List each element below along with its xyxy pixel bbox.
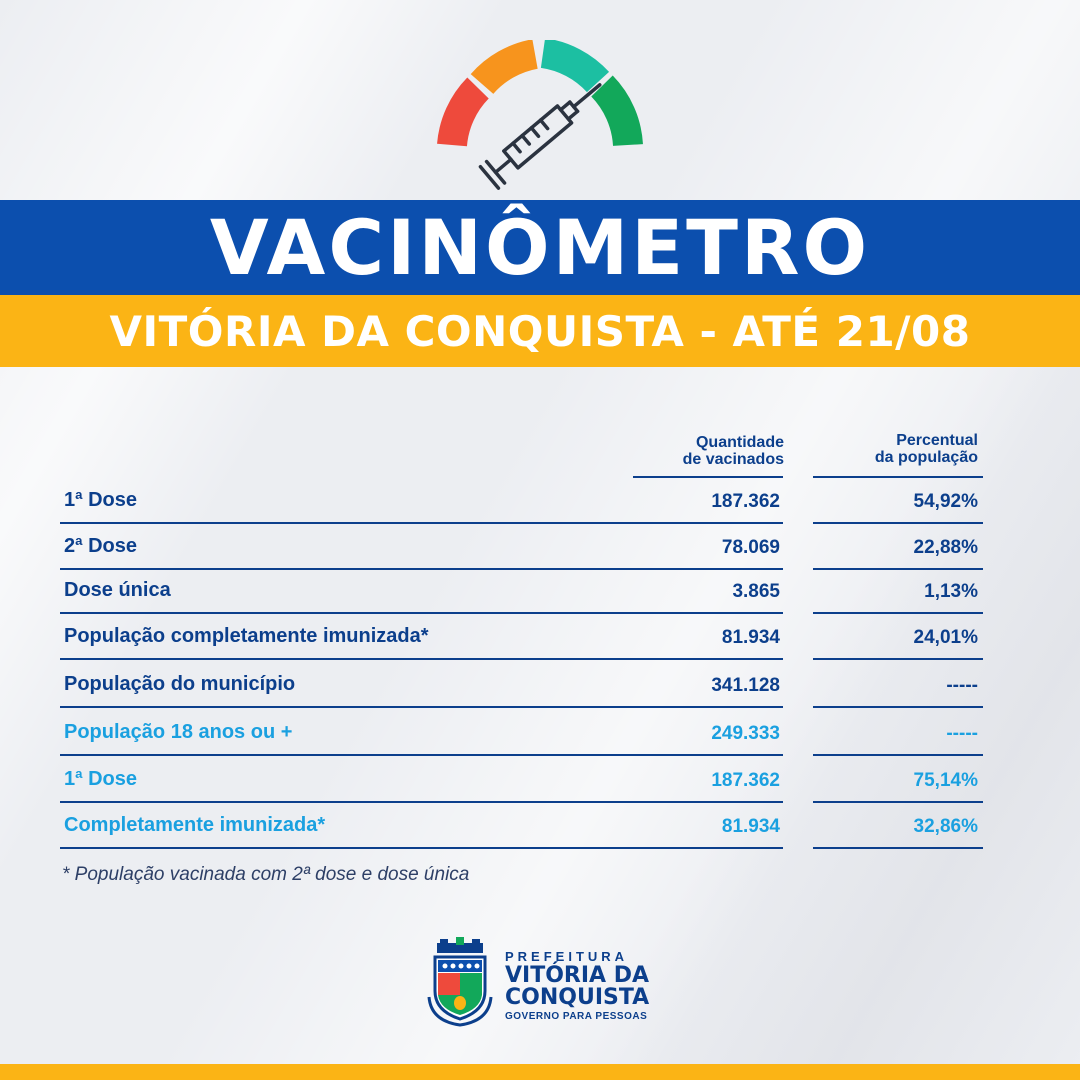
row-label: Dose única bbox=[64, 579, 171, 601]
table-row bbox=[0, 578, 1080, 624]
table-row bbox=[0, 488, 1080, 534]
row-quantity: 81.934 bbox=[721, 816, 780, 837]
bottom-bar bbox=[0, 1064, 1080, 1080]
row-percent: 75,14% bbox=[913, 770, 978, 791]
header-divider bbox=[633, 476, 783, 478]
table-row bbox=[0, 534, 1080, 580]
logo-slogan: GOVERNO PARA PESSOAS bbox=[505, 1011, 648, 1022]
row-divider bbox=[60, 754, 783, 756]
column-header-percent-line2: da população bbox=[874, 449, 978, 466]
row-divider bbox=[813, 658, 983, 660]
row-divider bbox=[813, 754, 983, 756]
table-row bbox=[0, 720, 1080, 766]
column-header-quantity bbox=[600, 434, 784, 468]
table-row bbox=[0, 813, 1080, 859]
row-quantity: 187.362 bbox=[711, 770, 780, 791]
row-divider bbox=[60, 612, 783, 614]
row-percent: 54,92% bbox=[913, 491, 978, 512]
column-header-quantity-line2: de vacinados bbox=[682, 451, 784, 468]
row-percent: ----- bbox=[946, 675, 978, 696]
row-percent: 22,88% bbox=[913, 537, 978, 558]
row-percent: ----- bbox=[946, 723, 978, 744]
logo-city-line2: CONQUISTA bbox=[505, 985, 650, 1010]
row-divider bbox=[60, 706, 783, 708]
column-header-percent-line1: Percentual bbox=[896, 432, 978, 449]
logo-city-line1: VITÓRIA DA bbox=[505, 963, 650, 988]
row-divider bbox=[60, 568, 783, 570]
row-label: População do município bbox=[64, 673, 296, 695]
table-row bbox=[0, 767, 1080, 813]
row-divider bbox=[813, 568, 983, 570]
column-header-quantity-line1: Quantidade bbox=[695, 434, 784, 451]
row-divider bbox=[813, 847, 983, 849]
row-label: 1ª Dose bbox=[64, 489, 137, 511]
row-divider bbox=[60, 847, 783, 849]
column-header-percent bbox=[800, 432, 978, 466]
row-divider bbox=[60, 522, 783, 524]
syringe-icon bbox=[480, 74, 608, 188]
city-crest-icon bbox=[425, 937, 495, 1027]
page-subtitle: VITÓRIA DA CONQUISTA - ATÉ 21/08 bbox=[109, 306, 971, 356]
row-quantity: 3.865 bbox=[732, 581, 780, 602]
row-quantity: 187.362 bbox=[711, 491, 780, 512]
logo-line1: PREFEITURA bbox=[505, 949, 629, 964]
table-row bbox=[0, 624, 1080, 670]
header-divider bbox=[813, 476, 983, 478]
row-quantity: 341.128 bbox=[711, 675, 780, 696]
gauge-icon bbox=[430, 40, 650, 190]
row-percent: 1,13% bbox=[924, 581, 978, 602]
row-label: 1ª Dose bbox=[64, 768, 137, 790]
logo-line2 bbox=[505, 965, 649, 1009]
table-row bbox=[0, 672, 1080, 718]
row-divider bbox=[813, 612, 983, 614]
title-banner bbox=[0, 200, 1080, 295]
row-divider bbox=[813, 522, 983, 524]
row-divider bbox=[60, 658, 783, 660]
page-title: VACINÔMETRO bbox=[209, 203, 871, 292]
row-percent: 32,86% bbox=[913, 816, 978, 837]
row-divider bbox=[813, 801, 983, 803]
row-quantity: 78.069 bbox=[721, 537, 780, 558]
row-label: Completamente imunizada* bbox=[64, 814, 326, 836]
row-label: População completamente imunizada* bbox=[64, 625, 429, 647]
row-quantity: 249.333 bbox=[711, 723, 780, 744]
row-quantity: 81.934 bbox=[721, 627, 780, 648]
row-label: 2ª Dose bbox=[64, 535, 137, 557]
row-divider bbox=[813, 706, 983, 708]
footnote: * População vacinada com 2ª dose e dose única bbox=[62, 864, 470, 885]
prefeitura-logo bbox=[425, 937, 655, 1027]
row-percent: 24,01% bbox=[913, 627, 978, 648]
row-divider bbox=[60, 801, 783, 803]
subtitle-banner bbox=[0, 295, 1080, 367]
row-label: População 18 anos ou + bbox=[64, 721, 293, 743]
